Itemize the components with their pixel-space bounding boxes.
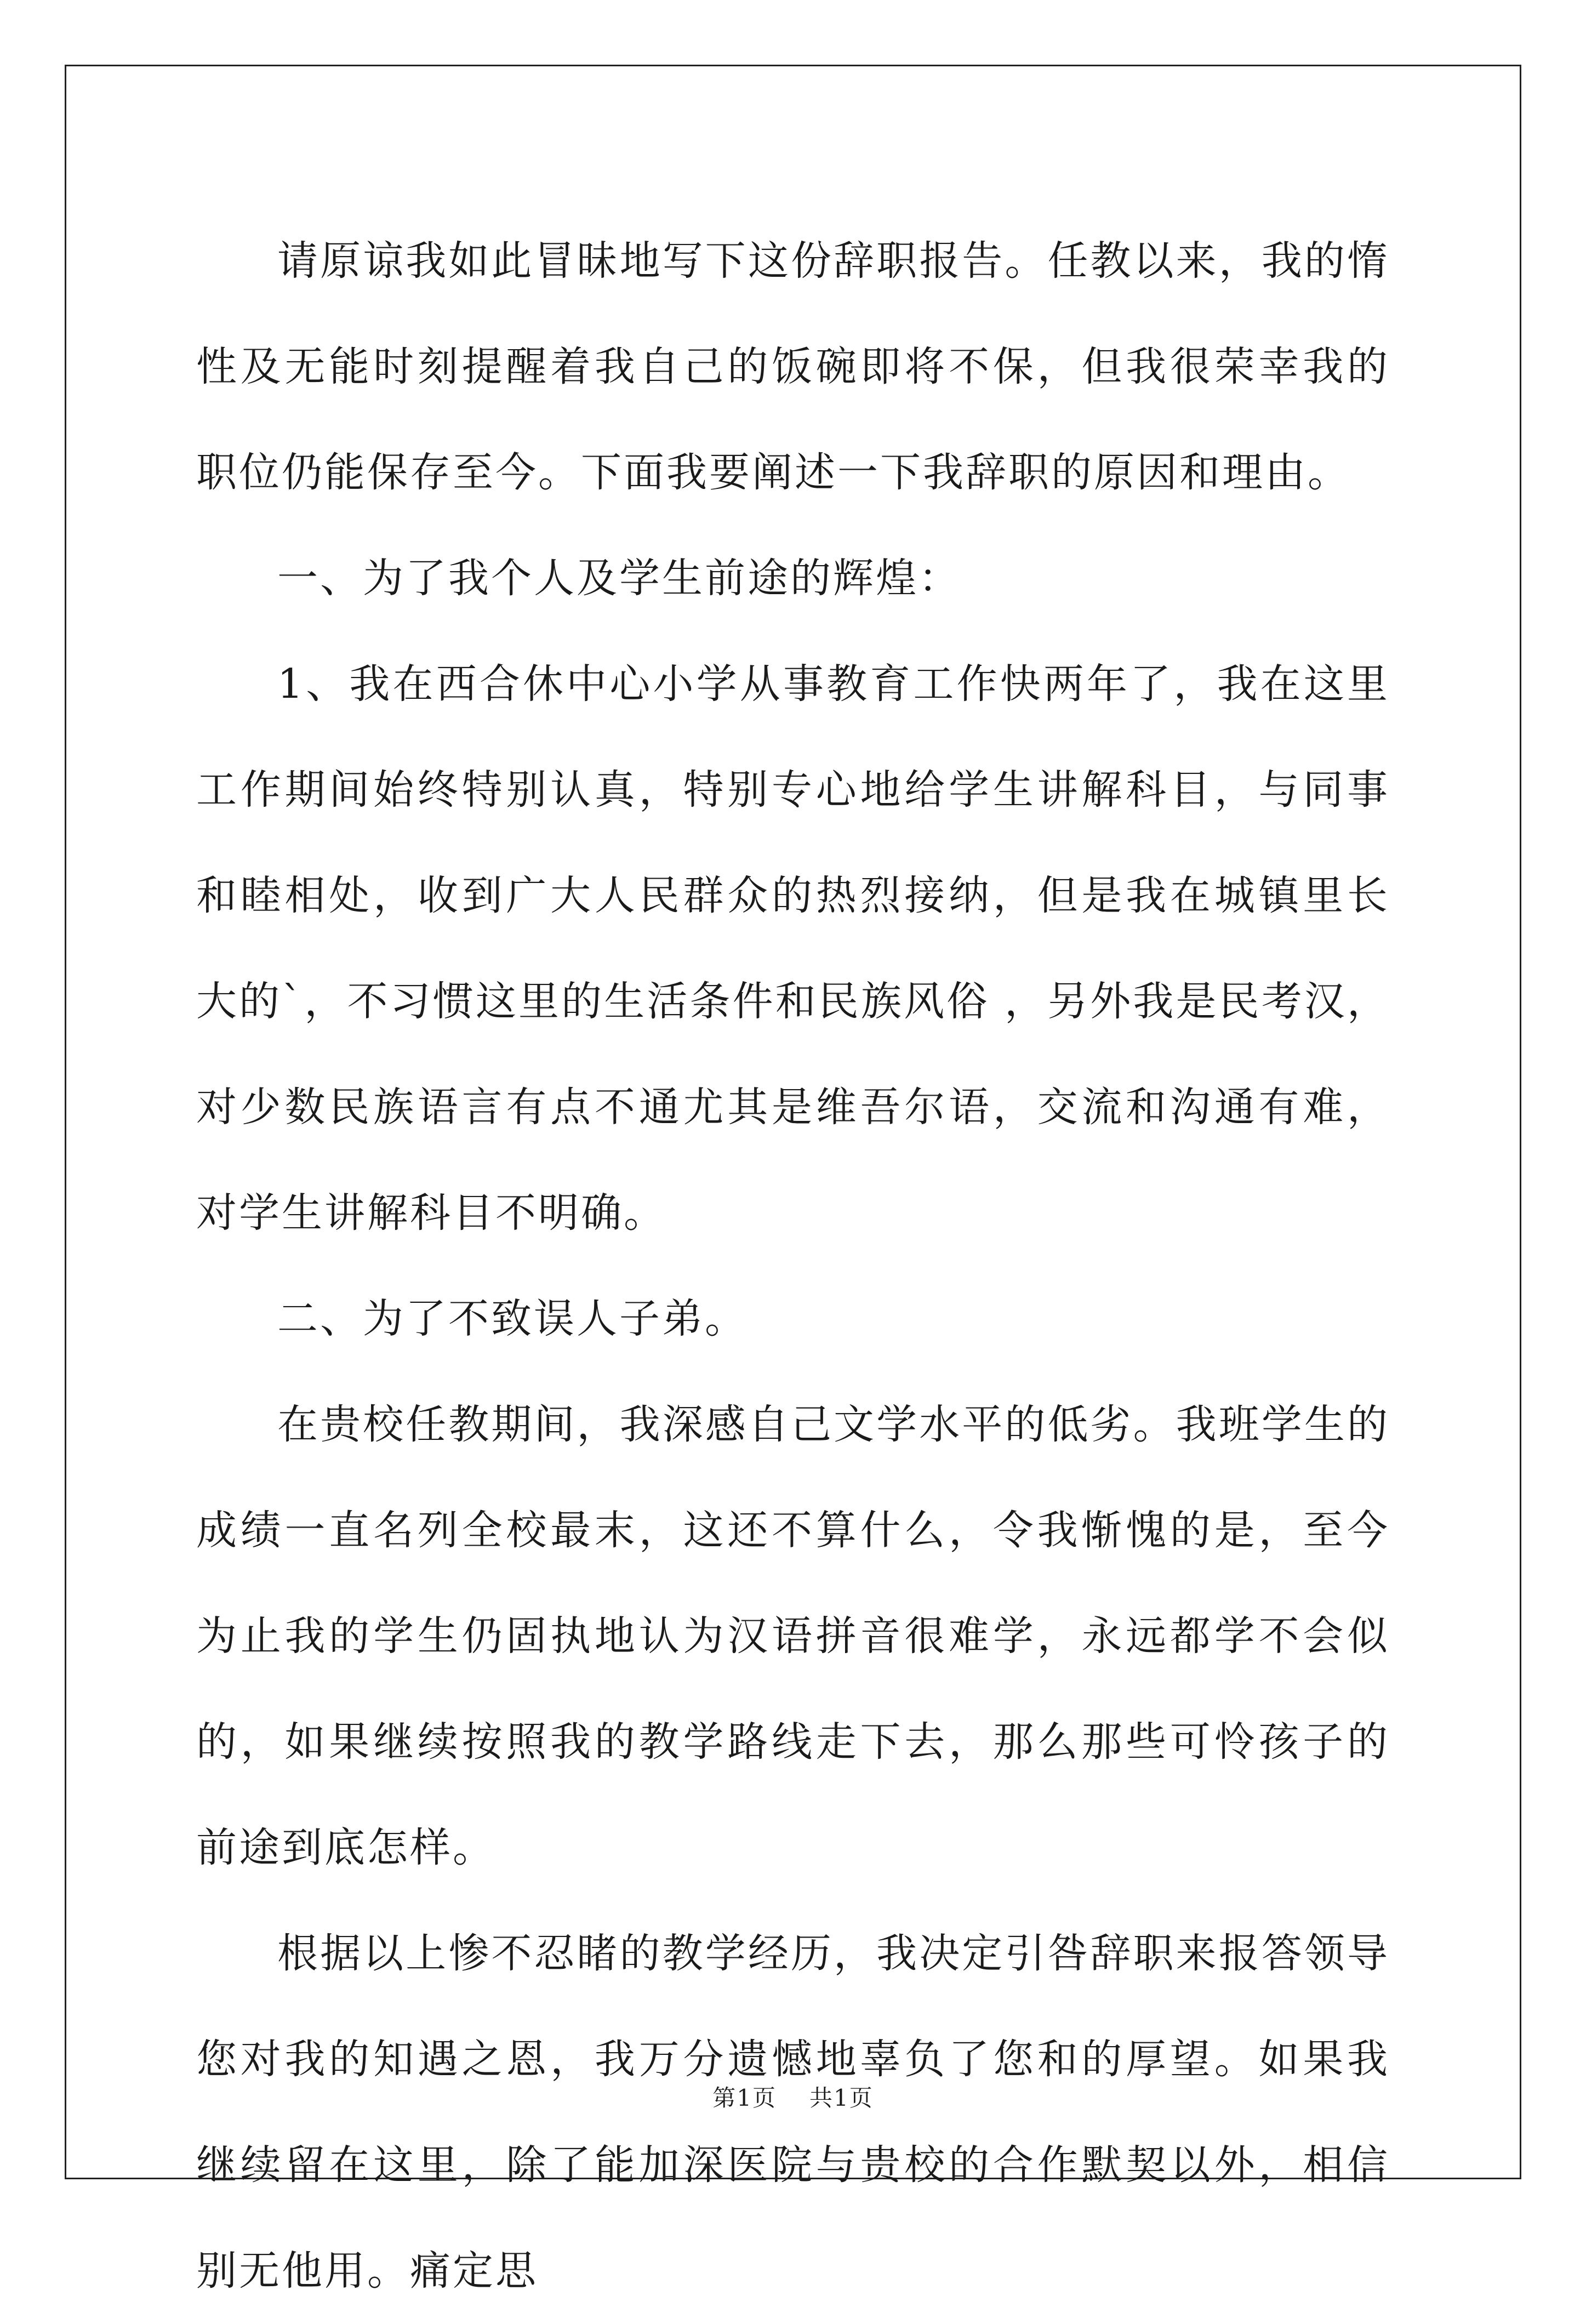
document-body [196,208,1390,2324]
page-number-current: 第1页 [712,2084,777,2111]
page-number-total: 共1页 [809,2084,874,2111]
paragraph-heading-one: 一、为了我个人及学生前途的辉煌： [277,555,961,602]
paragraph-heading-two: 二、为了不致误人子弟。 [277,1295,748,1342]
paragraph-point-one: 1、我在西合休中心小学从事教育工作快两年了，我在这里工作期间始终特别认真，特别专心地给学生讲解科目，与同事和睦相处，收到广大人民群众的热烈接纳，但是我在城镇里长大的`，不习惯这里的生活条件和民族风俗 ，另外我是民考汉，对少数民族语言有点不通尤其是维吾尔语，交流和沟通有难，对学生讲解科目不明确。 [196,660,1390,1237]
paragraph-conclusion: 根据以上惨不忍睹的教学经历，我决定引咎辞职来报答领导您对我的知遇之恩，我万分遗憾地辜负了您和的厚望。如果我继续留在这里，除了能加深医院与贵校的合作默契以外，相信别无他用。痛定思 [196,1930,1390,2294]
paragraph-intro: 请原谅我如此冒昧地写下这份辞职报告。任教以来，我的惰性及无能时刻提醒着我自己的饭碗即将不保，但我很荣幸我的职位仍能保存至今。下面我要阐述一下我辞职的原因和理由。 [196,237,1390,496]
page-footer [0,2080,1586,2113]
paragraph-teaching: 在贵校任教期间，我深感自己文学水平的低劣。我班学生的成绩一直名列全校最末，这还不算什么，令我惭愧的是，至今为止我的学生仍固执地认为汉语拼音很难学，永远都学不会似的，如果继续按照我的教学路线走下去，那么那些可怜孩子的前途到底怎样。 [196,1401,1390,1871]
